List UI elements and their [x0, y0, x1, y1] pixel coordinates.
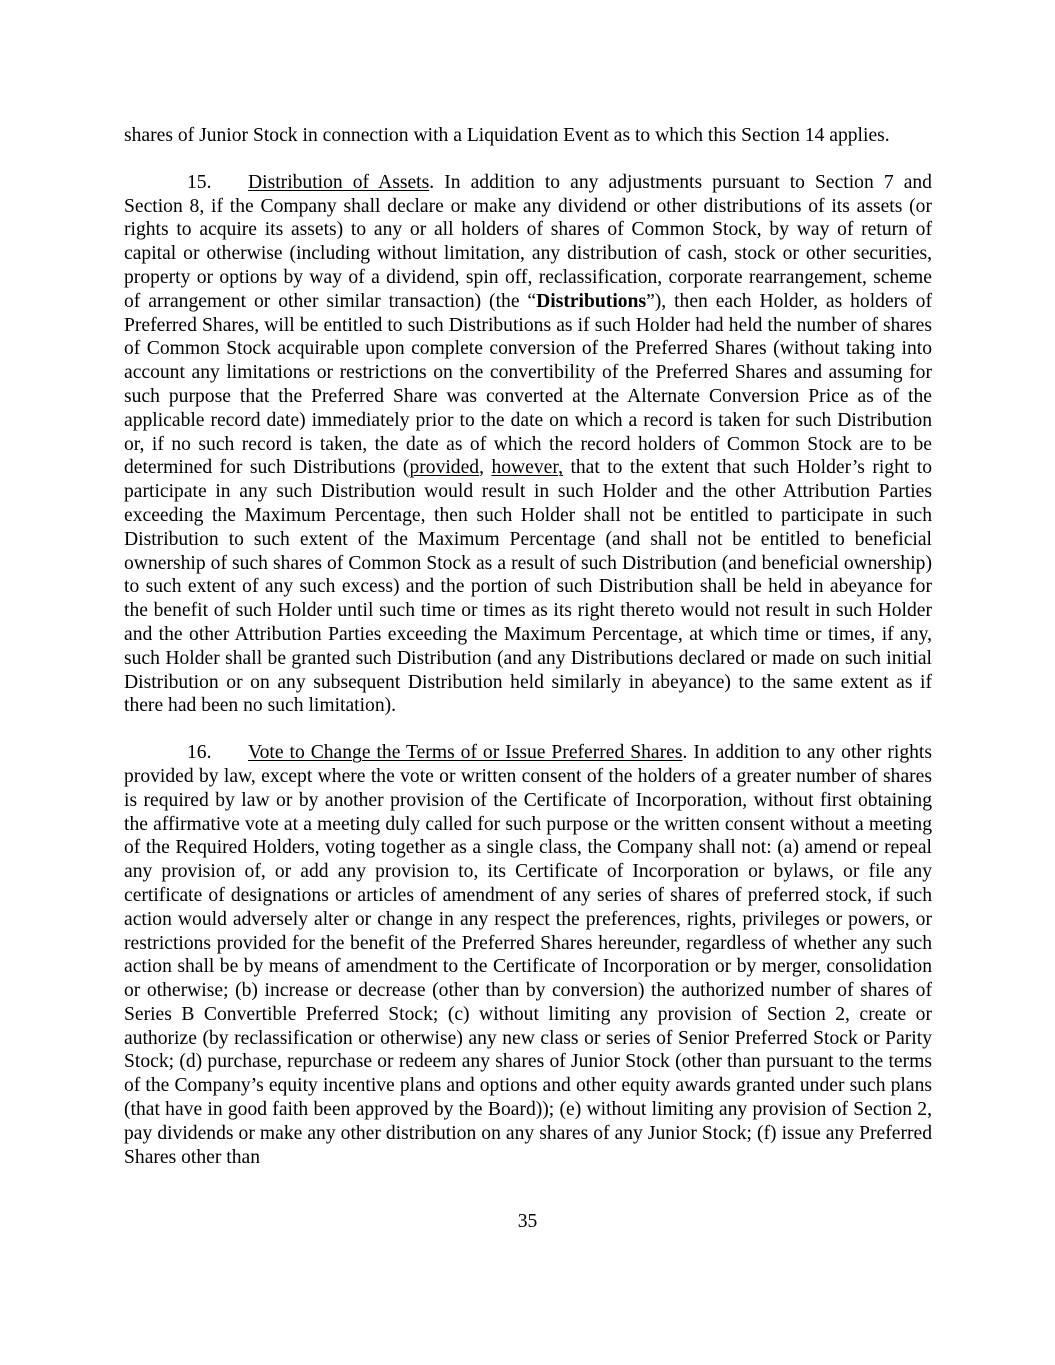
section-15-number: 15.	[187, 171, 212, 193]
provided-term: provided	[409, 457, 480, 479]
distributions-defined-term: Distributions	[536, 290, 647, 312]
section-15-text-c: that to the extent that such Holder’s right to participate in any such Distribution would result in such Holder and the other Attribution Parties exceeding the Maximum Percentage, then such Holder shall not be entitled to participate in such Distribution to such extent of the Maximum Percentage (and shall not be entitled to beneficial ownership of such shares of Common Stock as a result of such Distribution (and beneficial ownership) to such extent of any such excess) and the portion of such Distribution shall be held in abeyance for the benefit of such Holder until such time or times as its right thereto would not result in such Holder and the other Attribution Parties exceeding the Maximum Percentage, at which time or times, if any, such Holder shall be granted such Distribution (and any Distributions declared or made on such initial Distribution or on any subsequent Distribution held similarly in abeyance) to the same extent as if there had been no such limitation).	[124, 457, 932, 717]
section-16-heading: Vote to Change the Terms of or Issue Preferred Shares	[248, 742, 683, 764]
page-number: 35	[517, 1211, 538, 1232]
provided-comma: ,	[479, 457, 492, 479]
section-15-text-a: In addition to any adjustments pursuant to Section 7 and Section 8, if the Company shall declare or make any dividend or other distributions of its assets (or rights to acquire its assets) to any or all holders of shares of Common Stock, by way of return of capital or otherwise (including without limitation, any distribution of cash, stock or other securities, property or options by way of a dividend, spin off, reclassification, corporate rearrangement, scheme of arrangement or other similar transaction) (the “	[124, 171, 932, 312]
however-term: however,	[491, 457, 564, 479]
section-15-heading-period: .	[429, 171, 435, 193]
section-15-paragraph	[124, 171, 932, 718]
section-15-text-b: ”), then each Holder, as holders of Preferred Shares, will be entitled to such Distributions as if such Holder had held the number of shares of Common Stock acquirable upon complete conversion of the Preferred Shares (without taking into account any limitations or restrictions on the convertibility of the Preferred Shares and assuming for such purpose that the Preferred Share was converted at the Alternate Conversion Price as of the applicable record date) immediately prior to the date on which a record is taken for such Distribution or, if no such record is taken, the date as of which the record holders of Common Stock are to be determined for such Distributions (	[124, 290, 932, 479]
document-page	[124, 124, 932, 1192]
section-15-heading: Distribution of Assets	[248, 171, 430, 193]
section-16-text: In addition to any other rights provided by law, except where the vote or written consent of the holders of a greater number of shares is required by law or by another provision of the Certificate of Incorporation, without first obtaining the affirmative vote at a meeting duly called for such purpose or the written consent without a meeting of the Required Holders, voting together as a single class, the Company shall not: (a) amend or repeal any provision of, or add any provision to, its Certificate of Incorporation or bylaws, or file any certificate of designations or articles of amendment of any series of shares of preferred stock, if such action would adversely alter or change in any respect the preferences, rights, privileges or powers, or restrictions provided for the benefit of the Preferred Shares hereunder, regardless of whether any such action shall be by means of amendment to the Certificate of Incorporation or by merger, consolidation or otherwise; (b) increase or decrease (other than by conversion) the authorized number of shares of Series B Convertible Preferred Stock; (c) without limiting any provision of Section 2, create or authorize (by reclassification or otherwise) any new class or series of Senior Preferred Stock or Parity Stock; (d) purchase, repurchase or redeem any shares of Junior Stock (other than pursuant to the terms of the Company’s equity incentive plans and options and other equity awards granted under such plans (that have in good faith been approved by the Board)); (e) without limiting any provision of Section 2, pay dividends or make any other distribution on any shares of any Junior Stock; (f) issue any Preferred Shares other than	[124, 742, 932, 1168]
continuation-paragraph: shares of Junior Stock in connection with a Liquidation Event as to which this Section 14 applies.	[124, 125, 890, 146]
section-16-paragraph	[124, 741, 932, 1169]
section-16-heading-period: .	[682, 742, 688, 764]
section-16-number: 16.	[187, 742, 212, 764]
